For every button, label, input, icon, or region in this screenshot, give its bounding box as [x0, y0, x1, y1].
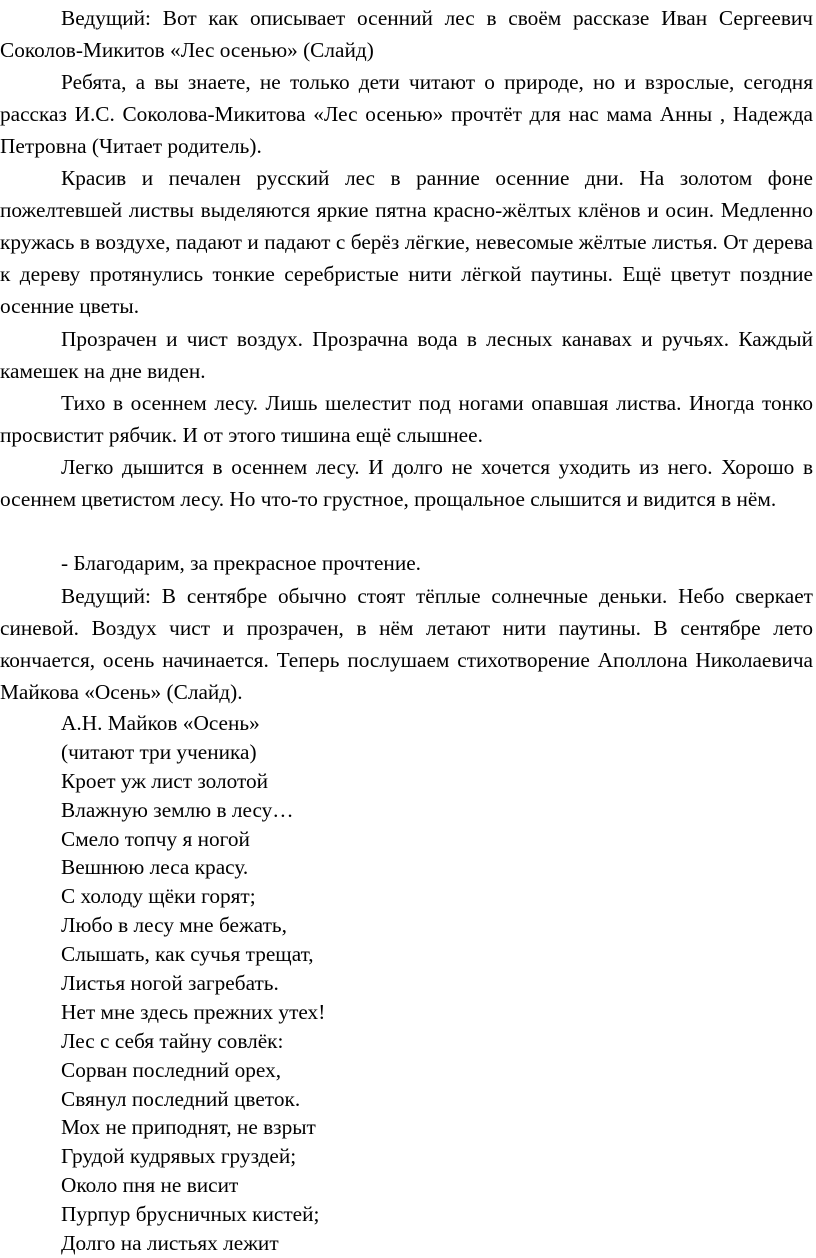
poem-line: Влажную землю в лесу…: [61, 797, 294, 822]
paragraph-host-intro: Ведущий: Вот как описывает осенний лес в своём рассказе Иван Сергеевич Соколов-Микитов «Лес осенью» (Слайд): [0, 6, 813, 63]
paragraph-reading-intro: Ребята, а вы знаете, не только дети читают о природе, но и взрослые, сегодня рассказ И.С. Соколова-Микитова «Лес осенью» прочтёт для нас мама Анны , Надежда Петровна (Читает родитель).: [0, 70, 813, 159]
paragraph-thanks: - Благодарим, за прекрасное прочтение.: [61, 551, 421, 575]
poem-block: [61, 709, 325, 1258]
poem-line: Пурпур брусничных кистей;: [61, 1202, 320, 1227]
poem-line: Мох не приподнят, не взрыт: [61, 1115, 316, 1140]
poem-line: С холоду щёки горят;: [61, 884, 256, 909]
paragraph-clear-air: Прозрачен и чист воздух. Прозрачна вода в лесных канавах и ручьях. Каждый камешек на дне виден.: [0, 327, 813, 384]
poem-line: Лес с себя тайну совлёк:: [61, 1028, 284, 1053]
poem-line: Грудой кудрявых груздей;: [61, 1144, 297, 1169]
poem-line: Слышать, как сучья трещат,: [61, 942, 314, 967]
poem-line: Любо в лесу мне бежать,: [61, 913, 287, 938]
paragraph-forest-description: Красив и печален русский лес в ранние осенние дни. На золотом фоне пожелтевшей листвы выделяются яркие пятна красно-жёлтых клёнов и осин. Медленно кружась в воздухе, падают и падают с берёз лёгкие, невесомые жёлтые листья. От дерева к дереву протянулись тонкие серебристые нити лёгкой паутины. Ещё цветут поздние осенние цветы.: [0, 166, 813, 319]
poem-line: Свянул последний цветок.: [61, 1086, 301, 1111]
poem-line: Нет мне здесь прежних утех!: [61, 999, 326, 1024]
poem-line: Около пня не висит: [61, 1173, 239, 1198]
paragraph-easy-breathing: Легко дышится в осеннем лесу. И долго не хочется уходить из него. Хорошо в осеннем цветистом лесу. Но что-то грустное, прощальное слышится и видится в нём.: [0, 455, 813, 512]
poem-line: Листья ногой загребать.: [61, 971, 279, 996]
poem-line: Долго на листьях лежит: [61, 1231, 279, 1256]
poem-line: Кроет уж лист золотой: [61, 768, 269, 793]
poem-line: Смело топчу я ногой: [61, 826, 250, 851]
poem-line: Сорван последний орех,: [61, 1057, 282, 1082]
poem-title: А.Н. Майков «Осень»: [61, 711, 260, 735]
paragraph-september: Ведущий: В сентябре обычно стоят тёплые солнечные деньки. Небо сверкает синевой. Воздух чист и прозрачен, в нём летают нити паутины. В сентябре лето кончается, осень начинается. Теперь послушаем стихотворение Аполлона Николаевича Майкова «Осень» (Слайд).: [0, 584, 813, 705]
poem-note: (читают три ученика): [61, 739, 257, 764]
paragraph-quiet-forest: Тихо в осеннем лесу. Лишь шелестит под ногами опавшая листва. Иногда тонко просвистит рябчик. И от этого тишина ещё слышнее.: [0, 391, 813, 448]
poem-line: Вешнюю леса красу.: [61, 855, 249, 880]
